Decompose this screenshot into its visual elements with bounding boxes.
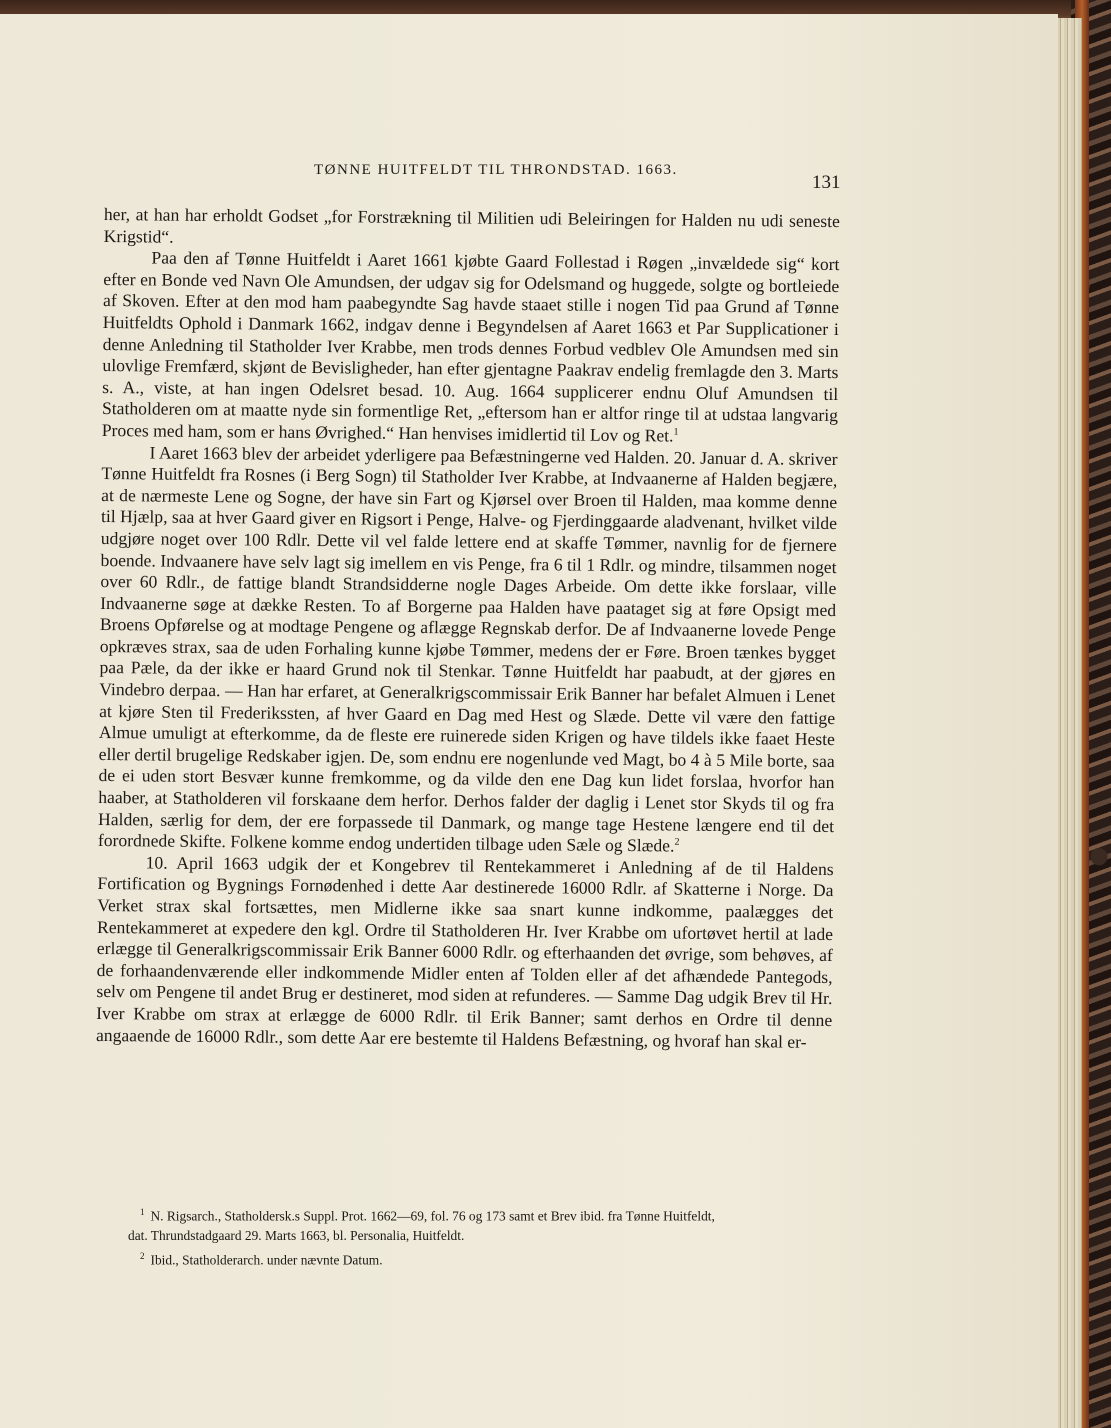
page-number: 131 — [812, 172, 841, 193]
footnotes — [128, 1202, 840, 1271]
footnote-2: $^2$ Ibid., Statholderarch. under nævnte Datum. — [140, 1251, 383, 1268]
footnote-ref-2[interactable]: 2 — [674, 836, 680, 848]
book-page — [0, 14, 1058, 1428]
footnote-ref-1[interactable]: 1 — [673, 426, 679, 438]
paragraph-1: her, at han har erholdt Godset „for Forstrækning til Militien udi Beleiringen for Halden nu udi seneste Krigstid“. — [103, 204, 840, 247]
footnote-mark: 1 — [140, 1207, 145, 1217]
running-header: TØNNE HUITFELDT TIL THRONDSTAD. 1663. — [314, 162, 678, 178]
page-content — [95, 14, 841, 1428]
footnote-1: $^1$ N. Rigsarch., Statholdersk.s Suppl. Prot. 1662—69, fol. 76 og 173 samt et Brev ibid. fra Tønne Huitfeldt, — [140, 1207, 715, 1224]
body-text — [96, 204, 840, 1053]
paragraph-2: Paa den af Tønne Huitfeldt i Aaret 1661 kjøbte Gaard Follestad i Røgen „invældede sig“ kort efter en Bonde ved Navn Ole Amundsen, der udgav sig for Odelsmand og huggede, solgte og bortleiede af Skoven. Efter at den mod ham paabegyndte Sag havde staaet stille i nogen Tid paa Grund af Tønne Huitfeldts Ophold i Danmark 1662, indgav denne i Begyndelsen af Aaret 1663 et Par Supplicationer i denne Anledning til Statholder Iver Krabbe, men trods dennes Forbud vedblev Ole Amundsen med sin ulovlige Fremfærd, skjønt de Bevisligheder, han efter gjentagne Paakrav endelig fremlagde den 3. Marts s. A., viste, at han ingen Odelsret besad. 10. Aug. 1664 supplicerer endnu Oluf Amundsen til Statholderen om at maatte nyde sin formentlige Ret, „eftersom han er altfor ringe til at udstaa langvarig Proces med ham, som er hans Øvrighed.“ Han henvises imidlertid til Lov og Ret.$^1$ — [101, 247, 840, 446]
paragraph-3: I Aaret 1663 blev der arbeidet yderligere paa Befæstningerne ved Halden. 20. Januar d. A. skriver Tønne Huitfeldt fra Rosnes (i Berg Sogn) til Statholder Iver Krabbe, at Indvaanerne af Halden begjære, at de nærmeste Lene og Sogne, der have sin Fart og Kjørsel over Broen til Halden, maa komme denne til Hjælp, saa at hver Gaard giver en Rigsort i Penge, Halve- og Fjerdinggaarde aladvenant, hvilket vilde udgjøre noget over 100 Rdlr. Dette vil vel falde lettere end at skaffe Tømmer, navnlig for de fjernere boende. Indvaanere have selv lagt sig imellem en vis Penge, fra 6 til 1 Rdlr. og mindre, tilsammen noget over 60 Rdlr., de fattige blandt Strandsidderne nogle Dages Arbeide. Om dette ikke forslaar, ville Indvaanerne søge at dække Resten. To af Borgerne paa Halden have paataget sig at føre Opsigt med Broens Opførelse og at modtage Pengene og aflægge Regnskab derfor. De af Indvaanerne lovede Penge opkræves strax, saa de uden Forhaling kunne kjøbe Tømmer, medens der er Føre. Broen tænkes bygget paa Pæle, da der ikke er haard Grund nok til Stenkar. Tønne Huitfeldt har paabudt, at der gjøres en Vindebro derpaa. — Han har erfaret, at Generalkrigscommissair Erik Banner har befalet Almuen i Lenet at kjøre Sten til Frederikssten, af hver Gaard en Dag med Hest og Slæde. Dette vil være den fattige Almue umuligt at efterkomme, da de fleste ere ruinerede siden Krigen og have tildels ikke faaet Heste eller dertil brugelige Redskaber igjen. De, som endnu ere nogenlunde ved Magt, bo 4 à 5 Mile borte, saa de ei uden stort Besvær kunne fremkomme, og da vilde den ene Dag kun lidet forslaa, hvorfor han haaber, at Statholderen vil forskaane dem herfor. Derhos falder der daglig i Lenet stor Skyds til og fra Halden, særlig for dem, der ere forpassede til Danmark, og mange tage Hestene længere end til det forordnede Skifte. Folkene komme endog undertiden tilbage uden Sæle og Slæde.$^2$ — [97, 441, 838, 856]
paragraph-4: 10. April 1663 udgik der et Kongebrev til Rentekammeret i Anledning af de til Haldens Fortification og Bygnings Fornødenhed i dette Aar destinerede 16000 Rdlr. af Skatterne i Norge. Da Verket strax skal fortsættes, men Midlerne ikke saa snart kunne indkomme, paalægges det Rentekammeret at expedere den kgl. Ordre til Statholderen Hr. Iver Krabbe om ufortøvet hertil at lade erlægge til Generalkrigscommissair Erik Banner 6000 Rdlr. og efterhaanden det øvrige, som behøves, af de forhaandenværende eller indkommende Midler enten af Tolden eller af det afhændede Pantegods, selv om Pengene til andet Brug er destineret, mod siden at refunderes. — Samme Dag udgik Brev til Hr. Iver Krabbe om strax at erlægge de 6000 Rdlr. til Erik Banner; samt derhos en Ordre til denne angaaende de 16000 Rdlr., som dette Aar ere bestemte til Haldens Befæstning, og hvoraf han skal er- — [95, 852, 834, 1052]
footnote-1-continued: dat. Thrundstadgaard 29. Marts 1663, bl. Personalia, Huitfeldt. — [128, 1228, 465, 1244]
footnote-mark: 2 — [140, 1251, 145, 1262]
